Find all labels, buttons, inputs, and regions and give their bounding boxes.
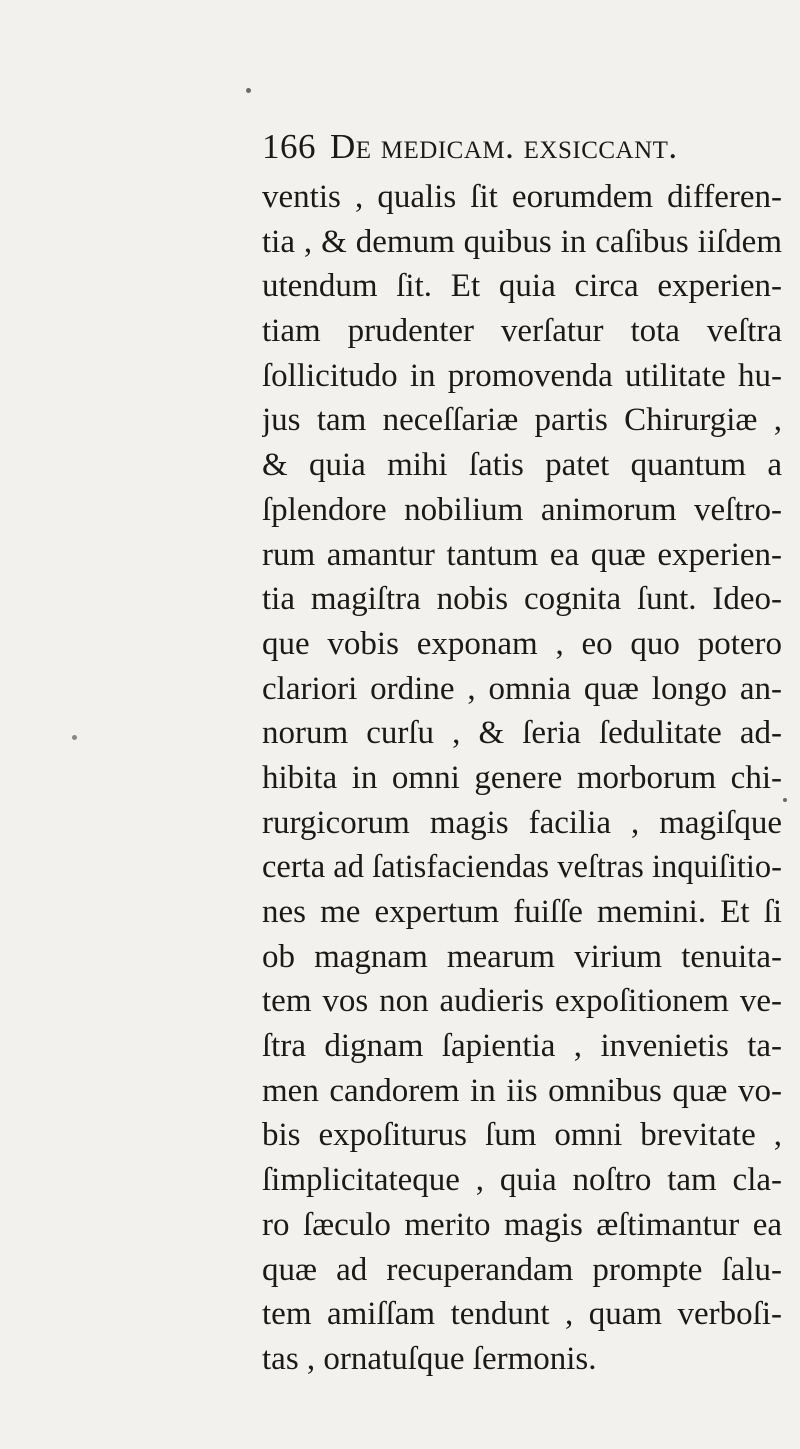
text-line: hibita in omni genere morborum chi- (262, 759, 782, 796)
text-line: norum curſu , & ſeria ſedulitate ad- (262, 715, 782, 752)
text-line: rurgicorum magis facilia , magiſque (262, 804, 782, 841)
text-line: bis expoſiturus ſum omni brevitate , (262, 1117, 782, 1154)
text-line: & quia mihi ſatis patet quantum a (262, 447, 782, 484)
text-line: quæ ad recuperandam prompte ſalu- (262, 1251, 782, 1288)
text-line: ſplendore nobilium animorum veſtro- (262, 491, 782, 528)
text-line: tem vos non audieris expoſitionem ve- (262, 983, 782, 1020)
text-line: ob magnam mearum virium tenuita- (262, 938, 782, 975)
text-line: certa ad ſatisfaciendas veſtras inquiſitio- (262, 849, 782, 886)
paper-spot (246, 88, 251, 93)
text-line: ventis , qualis ſit eorumdem differen- (262, 179, 782, 215)
text-line: ſollicitudo in promovenda utilitate hu- (262, 357, 782, 394)
text-line: ſimplicitateque , quia noſtro tam cla- (262, 1162, 782, 1199)
text-line: ro ſæculo merito magis æſtimantur ea (262, 1206, 782, 1243)
text-line: que vobis exponam , eo quo potero (262, 625, 782, 662)
paper-spot (783, 798, 787, 802)
text-line: ſtra dignam ſapientia , invenietis ta- (262, 1028, 782, 1065)
text-line: tiam prudenter verſatur tota veſtra (262, 313, 782, 350)
paper-spot (72, 735, 77, 740)
text-line: tas , ornatuſque ſermonis. (262, 1340, 597, 1377)
text-line: tem amiſſam tendunt , quam verboſi- (262, 1296, 782, 1333)
body-text (262, 175, 782, 1382)
text-line: jus tam neceſſariæ partis Chirurgiæ , (262, 402, 782, 439)
text-line: rum amantur tantum ea quæ experien- (262, 536, 782, 573)
text-line: utendum ſit. Et quia circa experien- (262, 268, 782, 305)
text-line: clariori ordine , omnia quæ longo an- (262, 670, 782, 707)
running-title: De medicam. exsiccant. (330, 127, 678, 166)
page-number: 166 (262, 127, 316, 166)
text-line: tia , & demum quibus in caſibus iiſdem (262, 223, 782, 260)
text-line: men candorem in iis omnibus quæ vo- (262, 1072, 782, 1109)
text-line: tia magiſtra nobis cognita ſunt. Ideo- (262, 581, 782, 618)
running-head (262, 125, 782, 169)
text-line: nes me expertum fuiſſe memini. Et ſi (262, 894, 782, 930)
